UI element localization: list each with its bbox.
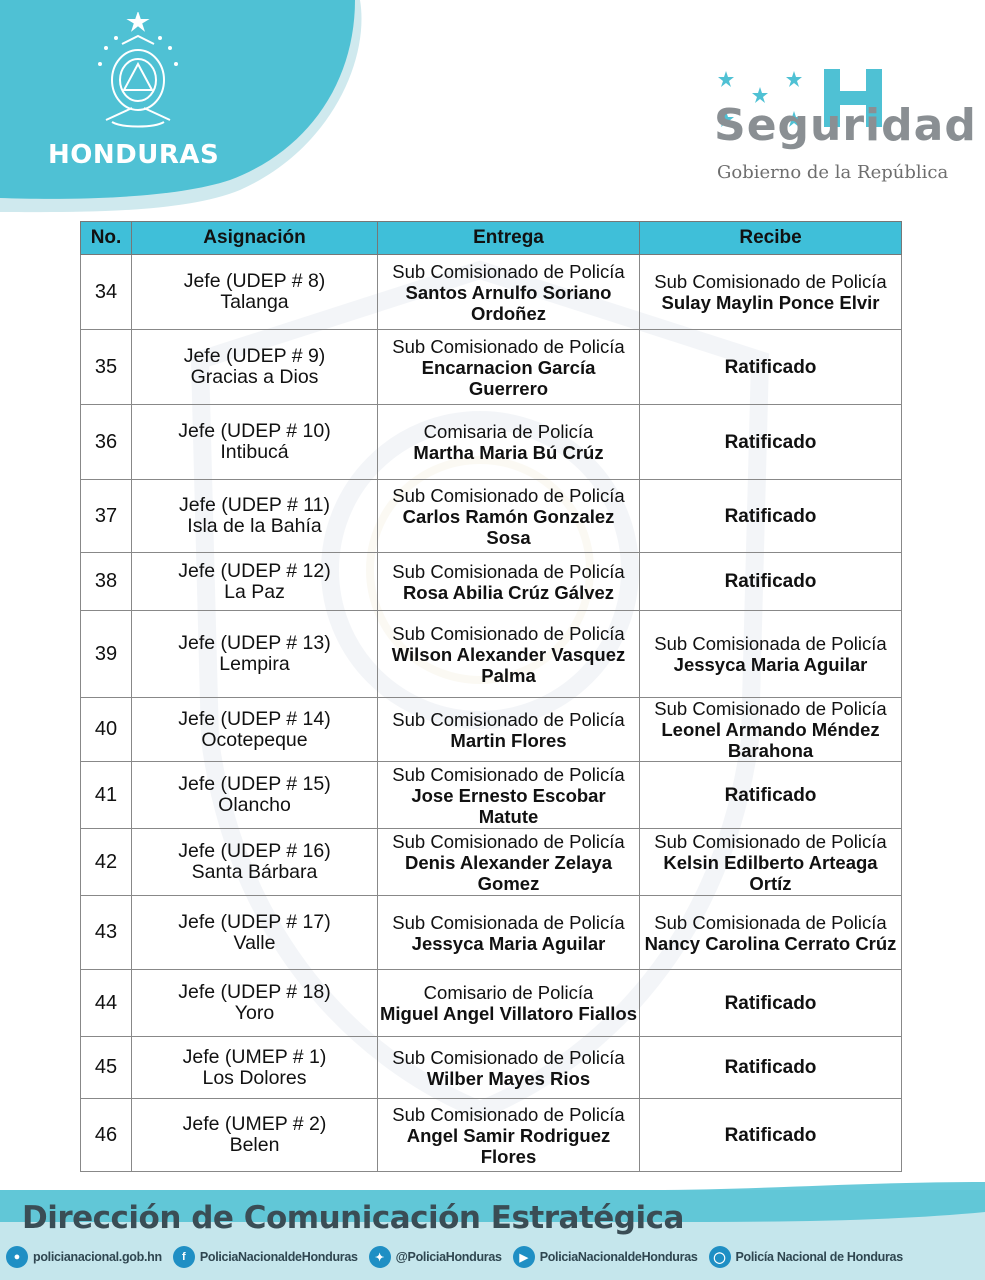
country-label: HONDURAS xyxy=(48,140,220,170)
row-number: 44 xyxy=(81,970,132,1037)
recibe-status: Ratificado xyxy=(724,1057,817,1078)
recibe-rank: Sub Comisionado de Policía xyxy=(654,271,887,292)
table-row xyxy=(81,405,902,480)
asignacion-location: Isla de la Bahía xyxy=(187,515,322,537)
recibe-rank: Sub Comisionada de Policía xyxy=(654,911,887,933)
asignacion-title: Jefe (UDEP # 16) xyxy=(178,840,331,862)
entrega-cell xyxy=(378,330,640,405)
table-row xyxy=(81,698,902,762)
entrega-cell xyxy=(378,1037,640,1099)
footer-link-text: policianacional.gob.hn xyxy=(33,1250,162,1264)
asignacion-cell xyxy=(132,255,378,330)
asignacion-cell xyxy=(132,480,378,553)
recibe-status: Ratificado xyxy=(724,992,817,1014)
footer-social-links xyxy=(6,1244,981,1270)
recibe-cell xyxy=(640,1099,902,1172)
asignacion-title: Jefe (UDEP # 9) xyxy=(183,345,326,367)
asignacion-location: Gracias a Dios xyxy=(190,366,319,388)
recibe-name: Jessyca Maria Aguilar xyxy=(673,654,868,675)
table-row xyxy=(81,896,902,970)
asignacion-location: Olancho xyxy=(218,794,291,816)
recibe-status: Ratificado xyxy=(724,1124,817,1146)
entrega-name: Rosa Abilia Crúz Gálvez xyxy=(402,581,615,603)
recibe-cell xyxy=(640,405,902,480)
asignacion-title: Jefe (UDEP # 8) xyxy=(183,270,326,292)
table-header-row xyxy=(81,222,902,255)
entrega-name: Wilson Alexander Vasquez Palma xyxy=(391,643,626,686)
table-row xyxy=(81,762,902,829)
footer-link-facebook[interactable] xyxy=(173,1246,358,1268)
entrega-name: Carlos Ramón Gonzalez Sosa xyxy=(402,505,615,548)
asignacion-cell xyxy=(132,1099,378,1172)
asignacion-location: Lempira xyxy=(219,653,290,675)
entrega-name: Angel Samir Rodriguez Flores xyxy=(406,1124,611,1167)
table-row xyxy=(81,330,902,405)
row-number: 45 xyxy=(81,1037,132,1099)
entrega-name: Denis Alexander Zelaya Gomez xyxy=(404,851,613,894)
recibe-cell xyxy=(640,896,902,970)
asignacion-location: Los Dolores xyxy=(202,1066,307,1089)
table-row xyxy=(81,970,902,1037)
recibe-cell xyxy=(640,611,902,698)
entrega-name: Miguel Angel Villatoro Fiallos xyxy=(380,1003,637,1024)
brand-subtitle: Gobierno de la República xyxy=(717,162,949,183)
asignacion-location: Belen xyxy=(229,1134,280,1156)
footer-link-twitter[interactable] xyxy=(369,1246,502,1268)
asignacion-cell xyxy=(132,553,378,611)
footer-link-text: PoliciaNacionaldeHonduras xyxy=(199,1250,358,1264)
entrega-rank: Sub Comisionada de Policía xyxy=(392,560,625,582)
recibe-cell xyxy=(640,553,902,611)
recibe-cell xyxy=(640,698,902,762)
recibe-cell xyxy=(640,255,902,330)
entrega-rank: Sub Comisionado de Policía xyxy=(392,830,625,852)
entrega-cell xyxy=(378,255,640,330)
entrega-rank: Sub Comisionado de Policía xyxy=(392,1046,625,1068)
asignacion-location: Santa Bárbara xyxy=(191,861,318,883)
footer-link-website[interactable] xyxy=(6,1246,162,1268)
recibe-cell xyxy=(640,330,902,405)
entrega-cell xyxy=(378,553,640,611)
asignacion-cell xyxy=(132,611,378,698)
row-number: 34 xyxy=(81,255,132,330)
recibe-rank: Sub Comisionada de Policía xyxy=(654,633,887,654)
entrega-rank: Comisario de Policía xyxy=(423,982,594,1003)
asignacion-cell xyxy=(132,405,378,480)
facebook-icon: f xyxy=(173,1246,195,1268)
recibe-name: Leonel Armando Méndez Barahona xyxy=(661,719,880,761)
asignacion-title: Jefe (UMEP # 2) xyxy=(182,1113,327,1135)
entrega-rank: Sub Comisionado de Policía xyxy=(392,622,625,644)
asignacion-location: Valle xyxy=(233,931,276,954)
row-number: 43 xyxy=(81,896,132,970)
recibe-status: Ratificado xyxy=(724,784,817,806)
column-header-recibe: Recibe xyxy=(640,222,902,255)
asignacion-title: Jefe (UDEP # 15) xyxy=(178,773,331,795)
row-number: 42 xyxy=(81,829,132,896)
asignacion-cell xyxy=(132,698,378,762)
entrega-name: Martha Maria Bú Crúz xyxy=(413,442,604,463)
recibe-cell xyxy=(640,829,902,896)
twitter-icon: ✦ xyxy=(369,1246,391,1268)
entrega-rank: Comisaria de Policía xyxy=(423,421,594,442)
entrega-cell xyxy=(378,405,640,480)
recibe-rank: Sub Comisionado de Policía xyxy=(654,830,887,852)
row-number: 36 xyxy=(81,405,132,480)
table-row xyxy=(81,553,902,611)
entrega-cell xyxy=(378,611,640,698)
column-header-entrega: Entrega xyxy=(378,222,640,255)
entrega-cell xyxy=(378,480,640,553)
asignacion-title: Jefe (UDEP # 10) xyxy=(178,420,331,442)
asignacion-location: La Paz xyxy=(224,580,285,603)
asignacion-cell xyxy=(132,1037,378,1099)
asignacion-cell xyxy=(132,896,378,970)
youtube-icon: ▶ xyxy=(513,1246,535,1268)
entrega-name: Martin Flores xyxy=(450,729,567,751)
entrega-name: Encarnacion García Guerrero xyxy=(421,356,596,399)
assignments-table xyxy=(80,221,902,1172)
recibe-name: Sulay Maylin Ponce Elvir xyxy=(661,292,880,313)
footer-title: Dirección de Comunicación Estratégica xyxy=(22,1200,684,1236)
footer-link-youtube[interactable] xyxy=(513,1246,698,1268)
table-row xyxy=(81,611,902,698)
recibe-cell xyxy=(640,762,902,829)
entrega-cell xyxy=(378,762,640,829)
asignacion-location: Intibucá xyxy=(220,441,289,463)
asignacion-location: Ocotepeque xyxy=(201,728,308,751)
footer-link-text: PoliciaNacionaldeHonduras xyxy=(539,1250,698,1264)
asignacion-title: Jefe (UDEP # 14) xyxy=(178,707,331,730)
table-row xyxy=(81,255,902,330)
entrega-rank: Sub Comisionado de Policía xyxy=(392,484,625,506)
row-number: 37 xyxy=(81,480,132,553)
table-row xyxy=(81,1099,902,1172)
row-number: 38 xyxy=(81,553,132,611)
entrega-name: Jose Ernesto Escobar Matute xyxy=(411,784,606,827)
recibe-cell xyxy=(640,1037,902,1099)
table-row xyxy=(81,829,902,896)
entrega-rank: Sub Comisionado de Policía xyxy=(392,1103,625,1125)
asignacion-title: Jefe (UDEP # 17) xyxy=(178,910,331,933)
recibe-rank: Sub Comisionado de Policía xyxy=(654,698,887,719)
recibe-status: Ratificado xyxy=(724,431,817,453)
entrega-cell xyxy=(378,1099,640,1172)
entrega-rank: Sub Comisionada de Policía xyxy=(392,911,625,933)
table-row xyxy=(81,480,902,553)
asignacion-cell xyxy=(132,330,378,405)
recibe-status: Ratificado xyxy=(724,356,817,378)
footer-link-text: @PoliciaHonduras xyxy=(395,1250,502,1264)
entrega-rank: Sub Comisionado de Policía xyxy=(392,335,625,357)
recibe-status: Ratificado xyxy=(724,571,817,592)
entrega-name: Wilber Mayes Rios xyxy=(426,1067,591,1089)
asignacion-title: Jefe (UDEP # 12) xyxy=(178,559,331,582)
asignacion-title: Jefe (UDEP # 11) xyxy=(178,494,330,516)
entrega-rank: Sub Comisionado de Policía xyxy=(392,763,625,785)
recibe-status: Ratificado xyxy=(724,505,817,527)
row-number: 39 xyxy=(81,611,132,698)
entrega-cell xyxy=(378,698,640,762)
footer-link-text: Policía Nacional de Honduras xyxy=(735,1250,903,1264)
asignacion-location: Talanga xyxy=(220,291,289,313)
table-row xyxy=(81,1037,902,1099)
row-number: 35 xyxy=(81,330,132,405)
globe-icon: ● xyxy=(6,1246,28,1268)
asignacion-title: Jefe (UMEP # 1) xyxy=(182,1045,327,1068)
entrega-name: Jessyca Maria Aguilar xyxy=(411,932,606,954)
row-number: 40 xyxy=(81,698,132,762)
asignacion-cell xyxy=(132,970,378,1037)
row-number: 41 xyxy=(81,762,132,829)
recibe-cell xyxy=(640,480,902,553)
recibe-name: Nancy Carolina Cerrato Crúz xyxy=(644,932,897,954)
entrega-rank: Sub Comisionado de Policía xyxy=(392,260,625,282)
instagram-icon: ◯ xyxy=(709,1246,731,1268)
entrega-cell xyxy=(378,896,640,970)
entrega-cell xyxy=(378,970,640,1037)
asignacion-cell xyxy=(132,829,378,896)
entrega-rank: Sub Comisionado de Policía xyxy=(392,708,625,730)
brand-word: Seguridad xyxy=(714,100,977,151)
row-number: 46 xyxy=(81,1099,132,1172)
honduras-coat-of-arms-icon xyxy=(92,12,184,134)
footer-link-instagram[interactable] xyxy=(709,1246,903,1268)
asignacion-title: Jefe (UDEP # 18) xyxy=(178,981,331,1003)
entrega-name: Santos Arnulfo Soriano Ordoñez xyxy=(405,281,612,324)
asignacion-location: Yoro xyxy=(234,1002,275,1024)
column-header-asignacion: Asignación xyxy=(132,222,378,255)
recibe-name: Kelsin Edilberto Arteaga Ortíz xyxy=(663,851,878,894)
asignacion-cell xyxy=(132,762,378,829)
recibe-cell xyxy=(640,970,902,1037)
asignacion-title: Jefe (UDEP # 13) xyxy=(178,632,331,654)
column-header-no: No. xyxy=(81,222,132,255)
entrega-cell xyxy=(378,829,640,896)
